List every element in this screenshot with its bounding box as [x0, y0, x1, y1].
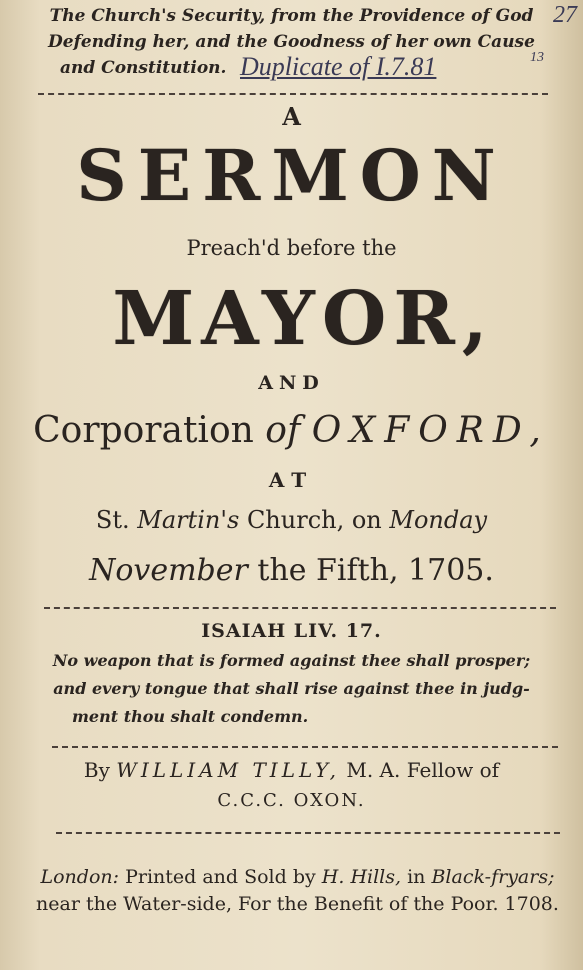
date-month: November: [89, 553, 248, 588]
church-mid: Church, on: [246, 506, 382, 534]
scripture-line-1: No weapon that is formed against thee shall prosper;: [52, 651, 531, 670]
scripture-line-2: and every tongue that shall rise against thee in judg-: [53, 679, 530, 698]
date-rest: the Fifth, 1705.: [257, 553, 494, 588]
subtitle-line-3: and Constitution.: [60, 58, 227, 78]
church-day: Monday: [389, 506, 488, 534]
author-by: By: [83, 758, 110, 782]
preached-before: Preach'd before the: [186, 236, 397, 260]
and-label: AND: [258, 372, 325, 394]
rule-lower: [52, 746, 558, 748]
imprint-city: London:: [40, 866, 120, 888]
church-line: [0, 506, 583, 534]
article-a: A: [282, 102, 301, 131]
imprint-in: in: [407, 866, 426, 888]
oxford-word: OXFORD,: [311, 410, 550, 451]
imprint-place: Black-fryars;: [431, 866, 555, 888]
author-name: WILLIAM TILLY,: [116, 758, 340, 782]
subtitle-line-1: The Church's Security, from the Providence of God: [49, 6, 534, 26]
title-mayor: MAYOR,: [112, 276, 495, 362]
subtitle-line-2: Defending her, and the Goodness of her own Cause: [48, 32, 535, 52]
of-word: of: [265, 410, 301, 451]
author-college: C.C.C. OXON.: [217, 790, 366, 811]
scripture-line-3: ment thou shalt condemn.: [72, 707, 309, 726]
imprint-line-2: near the Water-side, For the Benefit of the Poor. 1708.: [36, 893, 559, 915]
handwritten-superscript: 13: [530, 50, 544, 65]
rule-middle: [44, 607, 556, 609]
corporation-word: Corporation: [33, 410, 254, 451]
church-st: St.: [95, 506, 130, 534]
corporation-line: [0, 410, 583, 451]
church-martin: Martin's: [137, 506, 240, 534]
handwritten-note: Duplicate of I.7.81: [240, 52, 437, 81]
imprint-line-1: [0, 866, 583, 888]
author-degree: M. A. Fellow of: [346, 758, 500, 782]
imprint-printed: Printed and Sold by: [125, 866, 316, 888]
imprint-printer: H. Hills,: [321, 866, 402, 888]
rule-bottom: [56, 832, 560, 834]
title-sermon: SERMON: [76, 134, 507, 217]
date-line: [0, 553, 583, 588]
scripture-ref: ISAIAH LIV. 17.: [201, 620, 382, 642]
at-label: AT: [268, 468, 315, 492]
rule-top: [38, 93, 548, 95]
author-line: [0, 758, 583, 782]
handwritten-corner: 27: [553, 2, 577, 28]
